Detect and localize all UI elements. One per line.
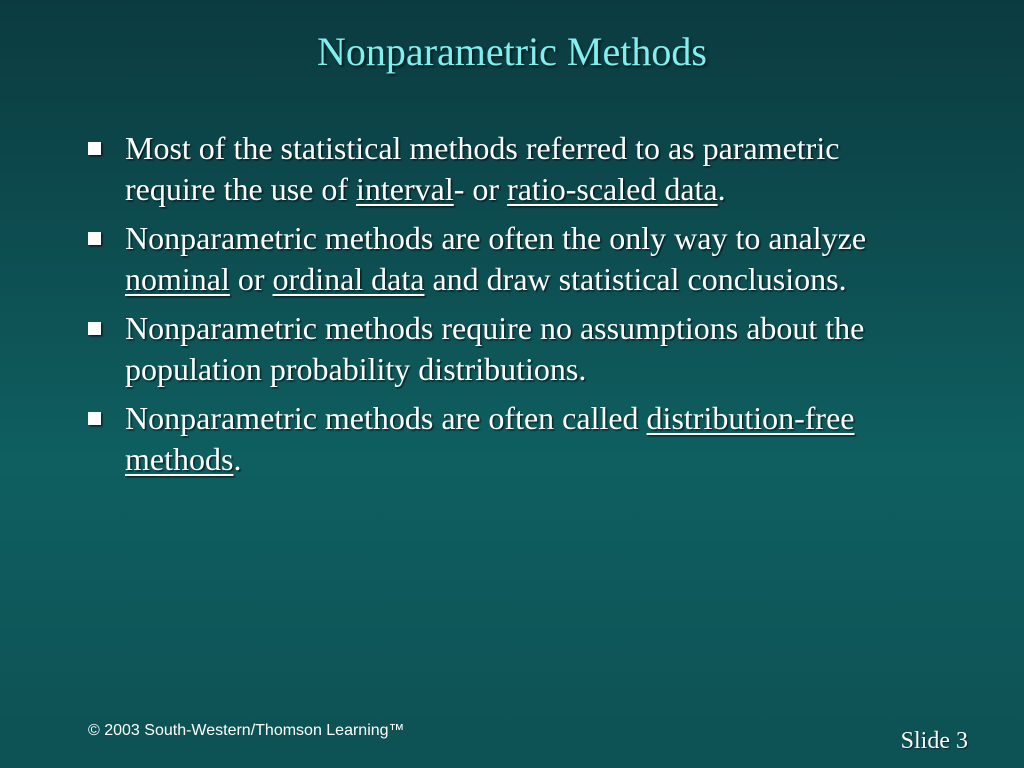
term-ordinal-data: ordinal data (272, 261, 425, 297)
bullet-text: . (717, 171, 726, 207)
copyright-footer: © 2003 South-Western/Thomson Learning™ (88, 722, 405, 739)
term-nominal: nominal (125, 261, 230, 297)
term-interval: interval (356, 171, 454, 207)
square-bullet-icon (88, 232, 101, 245)
bullet-text: Most of the statistical methods referred to as parametric require the use of (125, 130, 840, 207)
bullet-text: - or (453, 171, 508, 207)
bullet-text: Nonparametric methods require no assumptions about the population probability distributions. (125, 310, 865, 387)
slide-number: Slide 3 (900, 728, 968, 754)
bullet-text: or (229, 261, 273, 297)
bullet-item (88, 128, 938, 210)
bullet-text: . (233, 441, 242, 477)
term-distribution-free-methods: distribution-free methods (125, 400, 855, 477)
bullet-text: Nonparametric methods are often the only way to analyze (125, 220, 867, 256)
bullet-text: Nonparametric methods are often called (125, 400, 647, 436)
square-bullet-icon (88, 412, 101, 425)
bullet-text: and draw statistical conclusions. (424, 261, 847, 297)
bullet-list (88, 128, 938, 488)
bullet-item (88, 308, 938, 390)
slide-title: Nonparametric Methods (317, 29, 707, 74)
bullet-item (88, 398, 938, 480)
square-bullet-icon (88, 142, 101, 155)
term-ratio-scaled-data: ratio-scaled data (507, 171, 718, 207)
square-bullet-icon (88, 322, 101, 335)
bullet-item (88, 218, 938, 300)
